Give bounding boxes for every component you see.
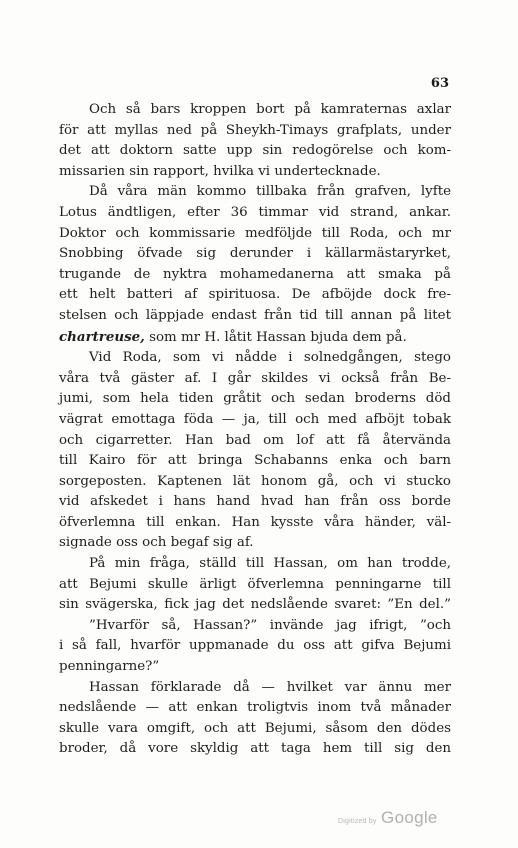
paragraph-4: [59, 554, 451, 616]
text-line: för att myllas ned på Sheykh-Timays grafplats, under: [59, 122, 451, 138]
paragraph-5: [59, 616, 451, 678]
text-line: stelsen och läppjade endast från tid till annan på litet: [59, 307, 451, 323]
text-line: penningarne?”: [59, 659, 160, 675]
paragraph-1: [59, 100, 451, 182]
text-line: jumi, som hela tiden gråtit och sedan broderns död: [59, 391, 451, 407]
text-line: signade oss och begaf sig af.: [59, 535, 254, 551]
text-line: broder, då vore skyldig att taga hem till sig den: [59, 741, 451, 757]
text-line: Lotus ändtligen, efter 36 timmar vid strand, ankar.: [59, 204, 451, 220]
text-line: till Kairo för att bringa Schabanns enka och barn: [59, 453, 451, 469]
text-line-rest: som mr H. låtit Hassan bjuda dem på.: [144, 329, 407, 345]
text-line: Hassan förklarade då — hvilket var ännu mer: [89, 679, 451, 695]
text-line: öfverlemna till enkan. Han kysste våra händer, väl-: [59, 514, 451, 530]
text-line: i så fall, hvarför uppmanade du oss att gifva Bejumi: [59, 638, 451, 654]
text-line: Då våra män kommo tillbaka från grafven, lyfte: [89, 184, 451, 200]
text-line: missarien sin rapport, hvilka vi undertecknade.: [59, 163, 381, 179]
text-line: ”Hvarför så, Hassan?” invände jag ifrigt, ”och: [89, 617, 451, 633]
text-line: skulle vara omgift, och att Bejumi, såsom den dödes: [59, 720, 451, 736]
italic-word: chartreuse,: [59, 328, 145, 345]
paragraph-3: [59, 348, 451, 554]
google-logo: Google: [381, 808, 438, 827]
text-line: våra två gäster af. I går skildes vi också från Be-: [59, 370, 451, 386]
text-line: ett helt batteri af spirituosa. De afböjde dock fre-: [59, 287, 451, 303]
paragraph-2: [59, 182, 451, 348]
text-line: På min fråga, ställd till Hassan, om han trodde,: [89, 556, 451, 572]
digitized-watermark: [338, 808, 438, 828]
text-line: det att doktorn satte upp sin redogörelse och kom-: [59, 143, 451, 159]
text-line: Vid Roda, som vi nådde i solnedgången, stego: [89, 350, 451, 366]
text-line: vid afskedet i hans hand hvad han från oss borde: [59, 494, 451, 510]
watermark-prefix: Digitized by: [338, 818, 377, 825]
text-line: vägrat emottaga föda — ja, till och med afböjt tobak: [59, 411, 451, 427]
text-line: Doktor och kommissarie medföljde till Roda, och mr: [59, 225, 451, 241]
paragraph-6: [59, 678, 451, 760]
text-line: sorgeposten. Kaptenen lät honom gå, och vi stucko: [59, 473, 451, 489]
text-line: trugande de nyktra mohamedanerna att smaka på: [59, 266, 451, 282]
text-line: Snobbing öfvade sig derunder i källarmästaryrket,: [59, 246, 451, 262]
page-text: [59, 100, 451, 760]
text-line: och cigarretter. Han bad om lof att få återvända: [59, 432, 451, 448]
text-line: sin svägerska, fick jag det nedslående svaret: ”En del.”: [59, 597, 451, 613]
text-line: Och så bars kroppen bort på kamraternas axlar: [89, 102, 451, 117]
page-number: 63: [430, 76, 449, 91]
text-line: nedslående — att enkan troligtvis inom två månader: [59, 700, 451, 716]
text-line: [59, 327, 451, 349]
text-line: att Bejumi skulle ärligt öfverlemna penningarne till: [59, 576, 451, 592]
